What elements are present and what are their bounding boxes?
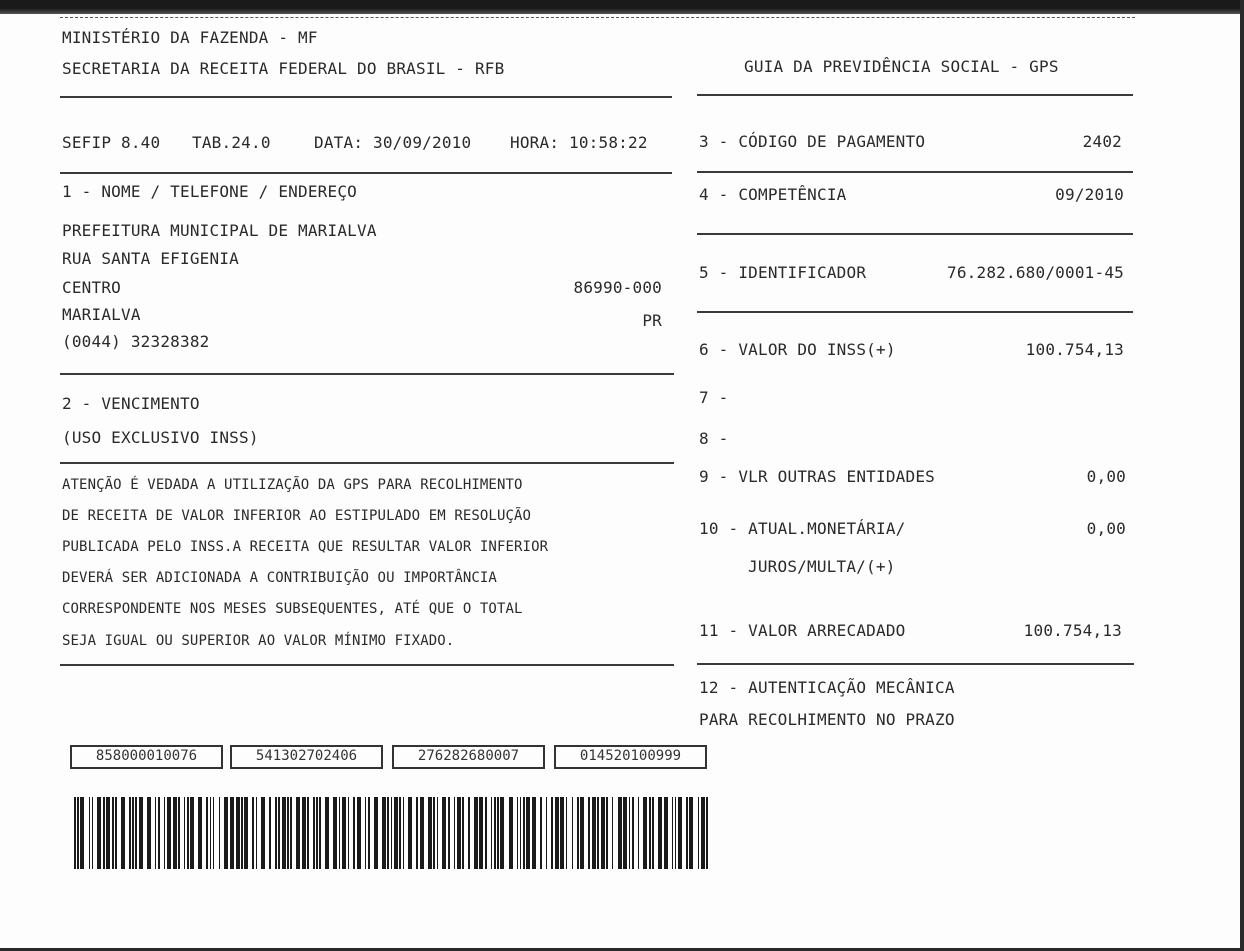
barcode-bar: [224, 797, 228, 869]
barcode-bar: [287, 797, 289, 869]
barcode-bar: [623, 797, 627, 869]
barcode-bar: [112, 797, 114, 869]
barcode-bar: [147, 797, 151, 869]
field10-label: 10 - ATUAL.MONETÁRIA/: [699, 519, 906, 538]
other-entities-value: 0,00: [1086, 467, 1126, 486]
barcode-bar: [474, 797, 478, 869]
barcode-bar: [365, 797, 367, 869]
barcode-bar: [80, 797, 84, 869]
field2-note: (USO EXCLUSIVO INSS): [62, 428, 259, 447]
barcode-bar: [442, 797, 446, 869]
barcode-bar: [706, 797, 708, 869]
barcode-bar: [652, 797, 654, 869]
interest-fine-value: 0,00: [1086, 519, 1126, 538]
barcode-bar: [551, 797, 553, 869]
barcode-bar: [408, 797, 412, 869]
barcode-bar: [374, 797, 378, 869]
field6-label: 6 - VALOR DO INSS(+): [699, 340, 896, 359]
barcode-bar: [307, 797, 309, 869]
barcode-bar: [523, 797, 525, 869]
barcode-bar: [77, 797, 79, 869]
barcode-bar: [588, 797, 590, 869]
ministry-name: MINISTÉRIO DA FAZENDA - MF: [62, 28, 318, 47]
barcode-bar: [399, 797, 401, 869]
barcode-bar: [420, 797, 424, 869]
barcode-bar: [698, 797, 700, 869]
field2-label: 2 - VENCIMENTO: [62, 394, 200, 413]
barcode-bar: [497, 797, 499, 869]
barcode-bar: [198, 797, 202, 869]
barcode-bar: [597, 797, 599, 869]
barcode-digits-block: 858000010076: [70, 745, 223, 769]
barcode-bar: [433, 797, 435, 869]
barcode-bar: [592, 797, 596, 869]
barcode-bar: [580, 797, 584, 869]
barcode-bar: [629, 797, 631, 869]
barcode-bar: [290, 797, 292, 869]
barcode-bar: [178, 797, 180, 869]
scan-edge-right: [1240, 0, 1244, 951]
barcode-bar: [448, 797, 450, 869]
barcode-bar: [638, 797, 640, 869]
barcode-bar: [649, 797, 651, 869]
barcode-bar: [601, 797, 605, 869]
barcode-bar: [454, 797, 456, 869]
warning-line: CORRESPONDENTE NOS MESES SUBSEQUENTES, ATÉ QUE O TOTAL: [62, 601, 523, 617]
payer-phone: (0044) 32328382: [62, 332, 210, 351]
barcode-bar: [532, 797, 536, 869]
barcode-bar: [132, 797, 134, 869]
sefip-tab: TAB.24.0: [192, 133, 271, 152]
divider: [60, 172, 672, 174]
barcode-bar: [206, 797, 208, 869]
sefip-date: DATA: 30/09/2010: [314, 133, 472, 152]
payer-district: CENTRO: [62, 278, 121, 297]
barcode-bar: [494, 797, 496, 869]
barcode-bar: [89, 797, 91, 869]
barcode-bar: [74, 797, 76, 869]
barcode-bar: [252, 797, 254, 869]
identifier: 76.282.680/0001-45: [947, 263, 1124, 282]
competence: 09/2010: [1055, 185, 1124, 204]
barcode-bar: [555, 797, 559, 869]
barcode-bar: [701, 797, 705, 869]
barcode-bar: [612, 797, 614, 869]
barcode-bar: [121, 797, 125, 869]
barcode-bar: [566, 797, 568, 869]
barcode-bar: [632, 797, 634, 869]
barcode-bar: [230, 797, 234, 869]
barcode-bar: [462, 797, 464, 869]
barcode-bar: [387, 797, 389, 869]
barcode-digits-block: 014520100999: [554, 745, 707, 769]
barcode-bar: [394, 797, 398, 869]
barcode-bar: [210, 797, 212, 869]
top-dotted-line: [60, 17, 1135, 18]
barcode-bar: [675, 797, 677, 869]
barcode-bar: [92, 797, 94, 869]
barcode-bar: [403, 797, 405, 869]
field3-label: 3 - CÓDIGO DE PAGAMENTO: [699, 132, 926, 151]
payer-city: MARIALVA: [62, 305, 141, 324]
barcode-bar: [382, 797, 386, 869]
barcode-bar: [164, 797, 166, 869]
barcode-bar: [517, 797, 519, 869]
field12-label: 12 - AUTENTICAÇÃO MECÂNICA: [699, 678, 955, 697]
barcode-bar: [296, 797, 300, 869]
barcode-bar: [368, 797, 370, 869]
barcode-bar: [316, 797, 318, 869]
barcode-bar: [509, 797, 513, 869]
barcode-bar: [689, 797, 693, 869]
barcode-bar: [540, 797, 542, 869]
field1-label: 1 - NOME / TELEFONE / ENDEREÇO: [62, 182, 357, 201]
barcode-bar: [468, 797, 470, 869]
payer-cep: 86990-000: [573, 278, 662, 297]
barcode-bar: [302, 797, 306, 869]
barcode-bar: [618, 797, 622, 869]
barcode-bar: [155, 797, 157, 869]
barcode-bar: [342, 797, 346, 869]
divider: [697, 94, 1133, 96]
barcode-bar: [428, 797, 432, 869]
barcode-bar: [139, 797, 143, 869]
barcode-bar: [664, 797, 668, 869]
barcode-bar: [106, 797, 110, 869]
barcode-bar: [103, 797, 105, 869]
barcode-bar: [158, 797, 160, 869]
barcode-bar: [213, 797, 215, 869]
barcode-bar: [357, 797, 361, 869]
barcode-bar: [416, 797, 418, 869]
barcode-bar: [319, 797, 321, 869]
warning-line: DE RECEITA DE VALOR INFERIOR AO ESTIPULADO EM RESOLUÇÃO: [62, 508, 532, 524]
barcode-bar: [244, 797, 248, 869]
barcode-bar: [577, 797, 579, 869]
field12-note: PARA RECOLHIMENTO NO PRAZO: [699, 710, 955, 729]
barcode-bar: [572, 797, 574, 869]
barcode-bar: [275, 797, 277, 869]
barcode-bar: [325, 797, 329, 869]
inss-value: 100.754,13: [1025, 340, 1124, 359]
barcode-bar: [686, 797, 688, 869]
barcode-digits-block: 541302702406: [230, 745, 383, 769]
divider: [60, 664, 674, 666]
divider: [697, 233, 1133, 235]
barcode-bar: [437, 797, 439, 869]
barcode-bar: [236, 797, 240, 869]
field10-label-cont: JUROS/MULTA/(+): [748, 557, 896, 576]
barcode-bar: [520, 797, 522, 869]
barcode-bar: [261, 797, 265, 869]
payer-name: PREFEITURA MUNICIPAL DE MARIALVA: [62, 221, 377, 240]
barcode-bar: [190, 797, 194, 869]
barcode-bar: [479, 797, 483, 869]
sefip-version: SEFIP 8.40: [62, 133, 161, 152]
barcode-bar: [115, 797, 117, 869]
barcode-bar: [353, 797, 355, 869]
barcode-graphic: [74, 797, 708, 869]
barcode-bar: [135, 797, 137, 869]
divider: [697, 311, 1133, 313]
payment-code: 2402: [1082, 132, 1122, 151]
barcode-bar: [97, 797, 101, 869]
barcode-digits-block: 276282680007: [392, 745, 545, 769]
barcode-bar: [391, 797, 393, 869]
payer-street: RUA SANTA EFIGENIA: [62, 249, 239, 268]
divider: [697, 663, 1134, 665]
barcode-bar: [219, 797, 221, 869]
barcode-bar: [241, 797, 243, 869]
barcode-bar: [269, 797, 271, 869]
barcode-bar: [491, 797, 493, 869]
barcode-bar: [313, 797, 315, 869]
barcode-bar: [678, 797, 682, 869]
barcode-bar: [333, 797, 337, 869]
divider: [60, 373, 674, 375]
barcode-bar: [672, 797, 674, 869]
sefip-time: HORA: 10:58:22: [510, 133, 648, 152]
barcode-bar: [643, 797, 647, 869]
field5-label: 5 - IDENTIFICADOR: [699, 263, 867, 282]
barcode-bar: [526, 797, 530, 869]
barcode-bar: [256, 797, 258, 869]
barcode-bar: [129, 797, 131, 869]
payer-state: PR: [642, 311, 662, 330]
barcode-bar: [339, 797, 341, 869]
barcode-bar: [173, 797, 177, 869]
barcode-bar: [658, 797, 662, 869]
barcode-bar: [500, 797, 504, 869]
barcode-bar: [560, 797, 564, 869]
warning-line: PUBLICADA PELO INSS.A RECEITA QUE RESULTAR VALOR INFERIOR: [62, 539, 549, 555]
barcode-bar: [282, 797, 286, 869]
barcode-bar: [348, 797, 350, 869]
divider: [60, 462, 674, 464]
barcode-bar: [167, 797, 171, 869]
field8-label: 8 -: [699, 429, 729, 448]
secretariat-name: SECRETARIA DA RECEITA FEDERAL DO BRASIL - RFB: [62, 59, 505, 78]
barcode-bar: [457, 797, 461, 869]
barcode-bar: [278, 797, 280, 869]
barcode-bar: [546, 797, 548, 869]
barcode-bar: [485, 797, 487, 869]
field9-label: 9 - VLR OUTRAS ENTIDADES: [699, 467, 935, 486]
scan-edge-top: [0, 0, 1244, 14]
form-title: GUIA DA PREVIDÊNCIA SOCIAL - GPS: [744, 57, 1059, 76]
warning-line: ATENÇÃO É VEDADA A UTILIZAÇÃO DA GPS PARA RECOLHIMENTO: [62, 477, 523, 493]
field11-label: 11 - VALOR ARRECADADO: [699, 621, 906, 640]
warning-line: SEJA IGUAL OU SUPERIOR AO VALOR MÍNIMO FIXADO.: [62, 633, 455, 649]
field4-label: 4 - COMPETÊNCIA: [699, 185, 847, 204]
divider: [60, 96, 672, 98]
total-collected: 100.754,13: [1023, 621, 1122, 640]
field7-label: 7 -: [699, 388, 729, 407]
divider: [697, 171, 1133, 173]
barcode-bar: [606, 797, 608, 869]
warning-line: DEVERÁ SER ADICIONADA A CONTRIBUIÇÃO OU IMPORTÂNCIA: [62, 570, 497, 586]
barcode-bar: [184, 797, 186, 869]
barcode-bar: [187, 797, 189, 869]
